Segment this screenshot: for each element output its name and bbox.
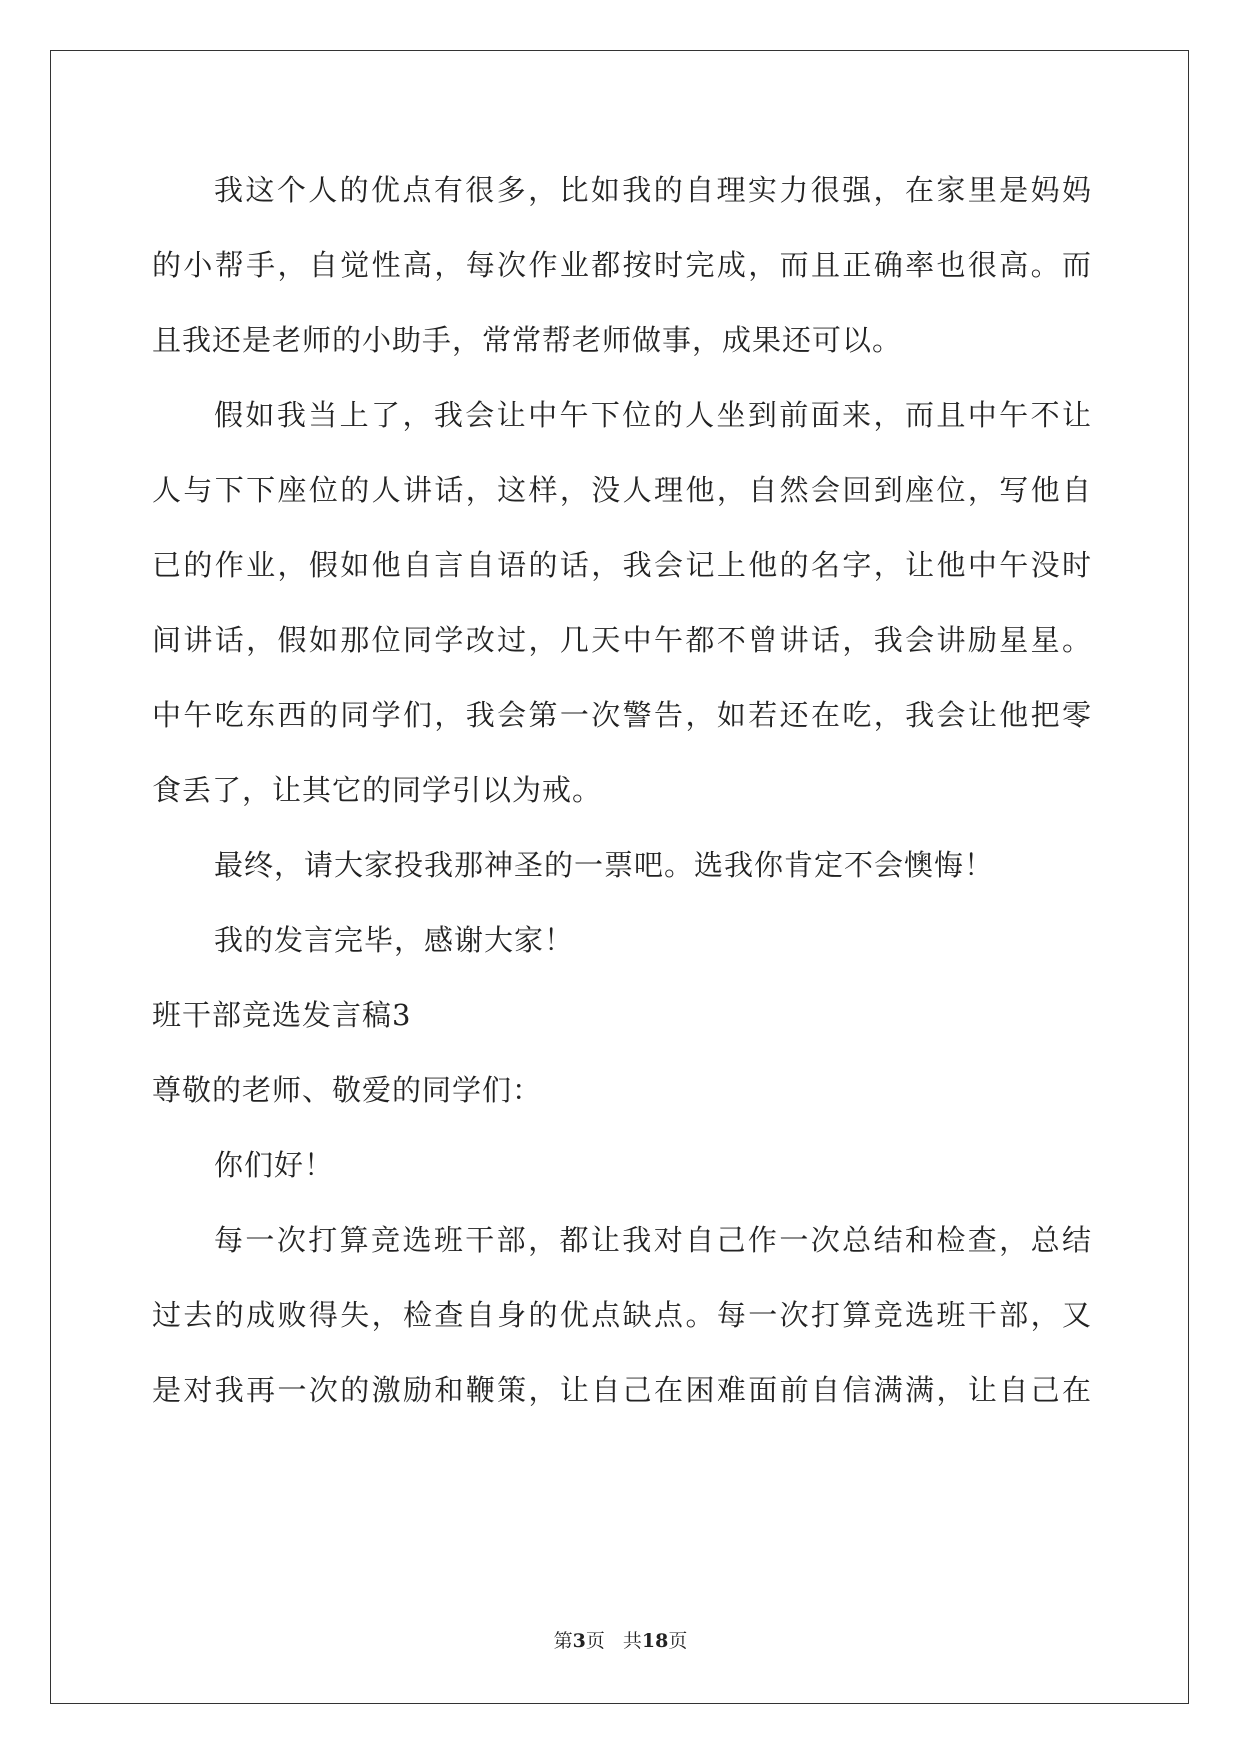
paragraph-2-line-5: 中午吃东西的同学们，我会第一次警告，如若还在吃，我会让他把零 <box>152 698 1092 732</box>
paragraph-4-line-1: 我的发言完毕，感谢大家！ <box>214 923 575 957</box>
paragraph-2-line-6: 食丢了，让其它的同学引以为戒。 <box>152 773 603 807</box>
footer-prefix: 第 <box>553 1630 573 1652</box>
paragraph-2-line-2: 人与下下座位的人讲话，这样，没人理他，自然会回到座位，写他自 <box>152 473 1092 507</box>
paragraph-1-line-1: 我这个人的优点有很多，比如我的自理实力很强，在家里是妈妈 <box>214 173 1092 207</box>
paragraph-2-line-1: 假如我当上了，我会让中午下位的人坐到前面来，而且中午不让 <box>214 398 1092 432</box>
paragraph-5-line-2: 过去的成败得失，检查自身的优点缺点。每一次打算竞选班干部，又 <box>152 1298 1092 1332</box>
page-footer <box>0 1629 1241 1653</box>
paragraph-2-line-3: 已的作业，假如他自言自语的话，我会记上他的名字，让他中午没时 <box>152 548 1092 582</box>
footer-total-pages: 18 <box>641 1630 669 1652</box>
salutation: 尊敬的老师、敬爱的同学们： <box>152 1073 543 1107</box>
paragraph-1-line-3: 且我还是老师的小助手，常常帮老师做事，成果还可以。 <box>152 323 903 357</box>
paragraph-1-line-2: 的小帮手，自觉性高，每次作业都按时完成，而且正确率也很高。而 <box>152 248 1092 282</box>
paragraph-5-line-1: 每一次打算竞选班干部，都让我对自己作一次总结和检查，总结 <box>214 1223 1092 1257</box>
footer-page-word: 页 <box>585 1630 605 1652</box>
paragraph-5-line-3: 是对我再一次的激励和鞭策，让自己在困难面前自信满满，让自己在 <box>152 1373 1092 1407</box>
footer-total-suffix: 页 <box>668 1630 688 1652</box>
footer-current-page: 3 <box>572 1630 586 1652</box>
footer-total-prefix: 共 <box>622 1630 642 1652</box>
greeting: 你们好！ <box>214 1148 335 1182</box>
section-heading: 班干部竞选发言稿3 <box>152 998 412 1032</box>
paragraph-3-line-1: 最终，请大家投我那神圣的一票吧。选我你肯定不会懊悔！ <box>214 848 995 882</box>
paragraph-2-line-4: 间讲话，假如那位同学改过，几天中午都不曾讲话，我会讲励星星。 <box>152 623 1092 657</box>
